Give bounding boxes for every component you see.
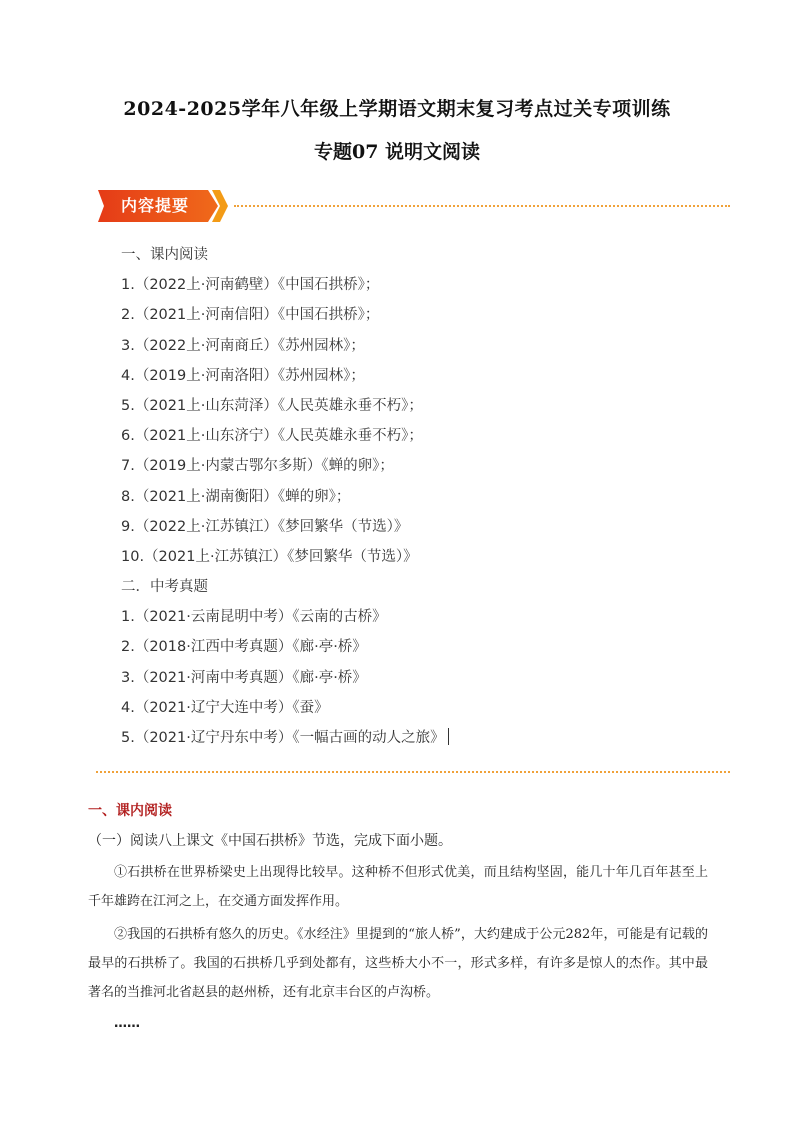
document-subtitle: 专题07 说明文阅读 [313, 141, 481, 163]
list-item: 6.（2021上·山东济宁）《人民英雄永垂不朽》； [121, 428, 423, 445]
list-item: 2.（2018·江西中考真题）《廊·亭·桥》 [121, 639, 367, 656]
summary-badge [96, 190, 228, 222]
document-title: 2024-2025学年八年级上学期语文期末复习考点过关专项训练 [123, 98, 671, 120]
list-item: 8.（2021上·湖南衡阳）《蝉的卵》； [121, 488, 351, 505]
list-item: 二．中考真题 [121, 579, 208, 596]
list-item: 3.（2022上·河南商丘）《苏州园林》； [121, 337, 365, 354]
list-item: 9.（2022上·江苏镇江）《梦回繁华（节选）》 [121, 518, 409, 535]
list-item-last [121, 723, 681, 753]
passage-ellipsis: …… [114, 1016, 140, 1031]
summary-list [121, 240, 681, 753]
list-item: 1.（2021·云南昆明中考）《云南的古桥》 [121, 609, 387, 626]
list-item: 3.（2021·河南中考真题）《廊·亭·桥》 [121, 669, 367, 686]
list-item: 7.（2019上·内蒙古鄂尔多斯）《蝉的卵》； [121, 458, 394, 475]
list-item: 一、课内阅读 [121, 247, 208, 263]
section-divider [96, 771, 730, 773]
list-item-text: 5.（2021·辽宁丹东中考）《一幅古画的动人之旅》 [121, 730, 445, 746]
list-item: 4.（2019上·河南洛阳）《苏州园林》； [121, 367, 365, 384]
badge-divider [234, 205, 730, 207]
question-intro: （一）阅读八上课文《中国石拱桥》节选，完成下面小题。 [88, 833, 452, 849]
list-item: 4.（2021·辽宁大连中考）《蚕》 [121, 699, 329, 716]
summary-badge-label: 内容提要 [120, 196, 189, 215]
section-heading: 一、课内阅读 [88, 803, 172, 819]
passage-paragraph-2: ②我国的石拱桥有悠久的历史。《水经注》里提到的“旅人桥”，大约建成于公元282年，可能是有记载的最早的石拱桥了。我国的石拱桥几乎到处都有，这些桥大小不一，形式多样，有许多是惊人的杰作。其中最著名的当推河北省赵县的赵州桥，还有北京丰台区的卢沟桥。 [88, 927, 708, 1000]
summary-badge-row [96, 190, 730, 222]
list-item: 1.（2022上·河南鹤壁）《中国石拱桥》； [121, 277, 380, 294]
list-item: 10.（2021上·江苏镇江）《梦回繁华（节选）》 [121, 548, 418, 565]
list-item: 2.（2021上·河南信阳）《中国石拱桥》； [121, 307, 380, 324]
text-cursor [448, 728, 449, 745]
passage-paragraph-1: ①石拱桥在世界桥梁史上出现得比较早。这种桥不但形式优美，而且结构坚固，能几十年几百年甚至上千年雄跨在江河之上，在交通方面发挥作用。 [88, 865, 708, 909]
list-item: 5.（2021上·山东菏泽）《人民英雄永垂不朽》； [121, 397, 423, 414]
